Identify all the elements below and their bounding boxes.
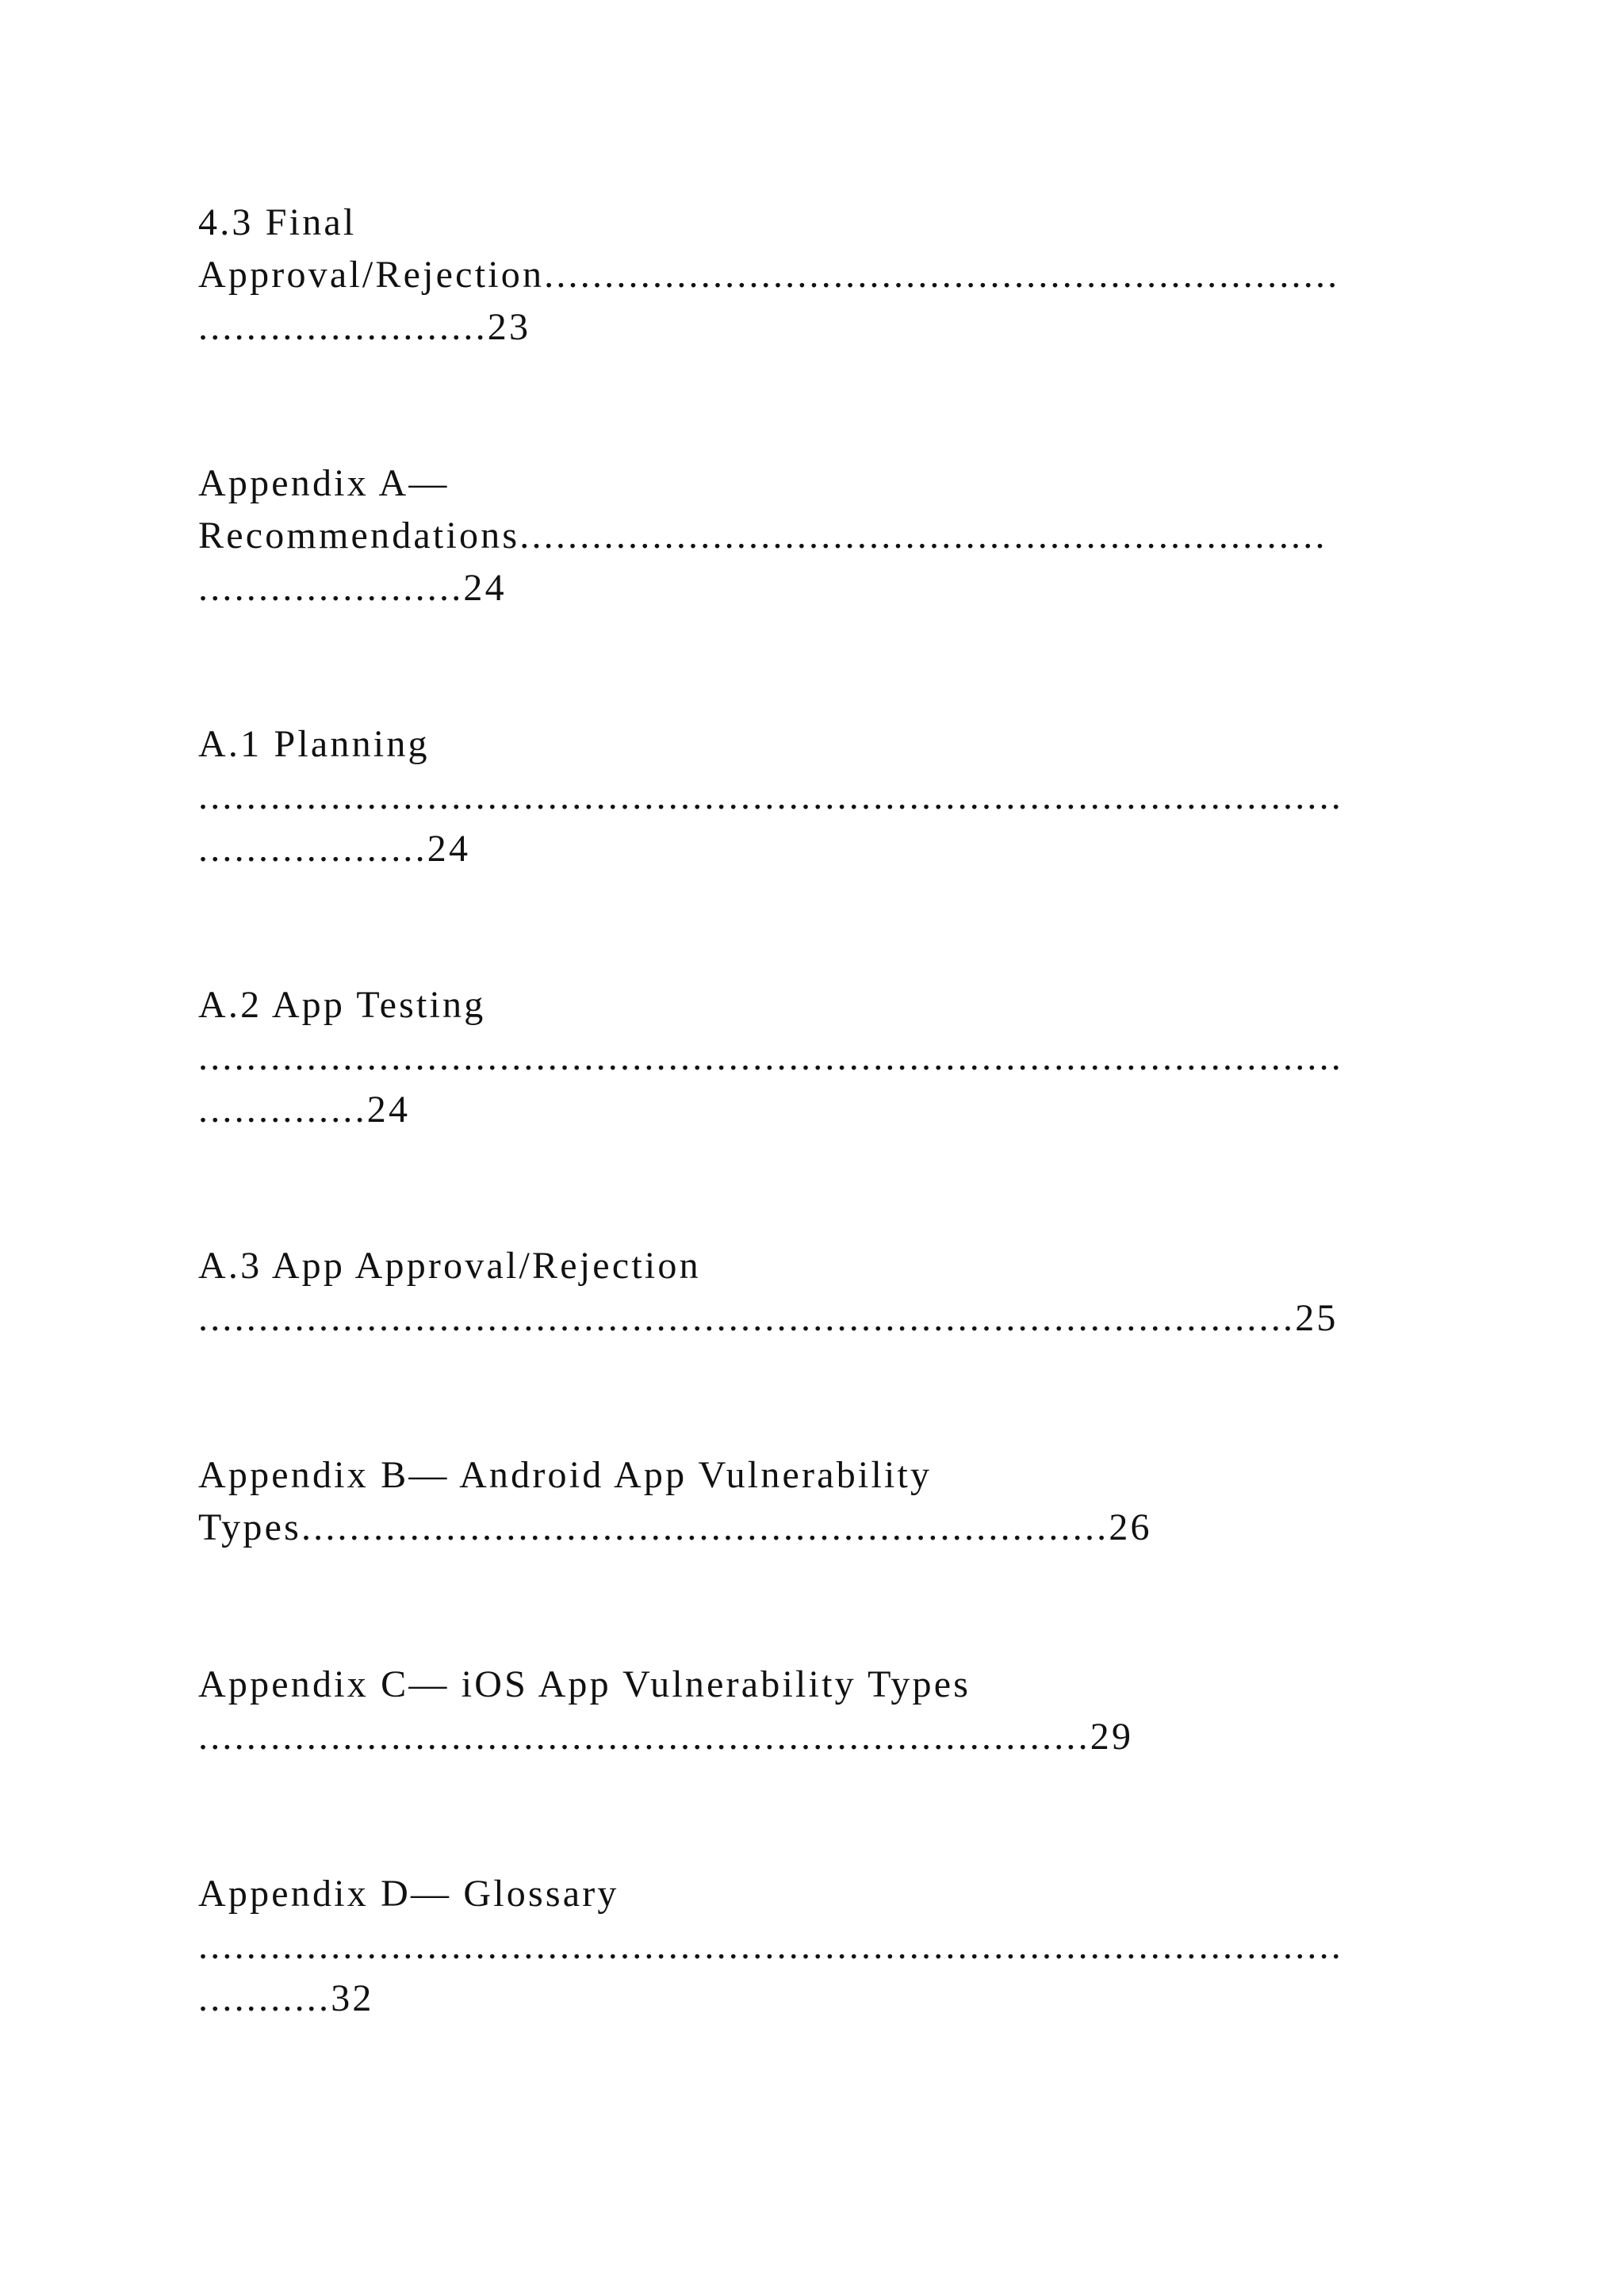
toc-entry-page-number: ........................23: [198, 306, 531, 348]
toc-entry-appendix-c: [198, 1659, 1435, 1763]
toc-entry-page-number: ...................24: [198, 828, 471, 870]
toc-entry-leader-page-number: Types...................................................................26: [198, 1506, 1152, 1548]
toc-entry-leader-page-number: ...........................................................................................25: [198, 1297, 1339, 1339]
toc-entry-title: A.3 App Approval/Rejection: [198, 1245, 701, 1287]
toc-entry-title: Appendix C— iOS App Vulnerability Types: [198, 1663, 971, 1705]
toc-entry-leader: ...............................................................................................: [198, 775, 1343, 817]
toc-entry-4-3-final-approval-rejection: [198, 197, 1435, 354]
toc-entry-leader-page-number: ..........................................................................29: [198, 1716, 1134, 1758]
toc-entry-title: Appendix B— Android App Vulnerability: [198, 1454, 933, 1496]
toc-entry-leader: Recommendations...................................................................: [198, 515, 1327, 557]
toc-entry-page-number: ......................24: [198, 567, 507, 609]
toc-entry-appendix-a: [198, 457, 1435, 614]
toc-entry-title: Appendix D— Glossary: [198, 1873, 619, 1915]
toc-entry-a3-app-approval-rejection: [198, 1240, 1435, 1345]
toc-entry-a1-planning: [198, 718, 1435, 875]
toc-entry-page-number: ...........32: [198, 1977, 374, 2019]
toc-entry-a2-app-testing: [198, 979, 1435, 1136]
toc-entry-leader: ...............................................................................................: [198, 1036, 1343, 1078]
toc-entry-leader: Approval/Rejection..................................................................: [198, 254, 1340, 296]
toc-entry-page-number: ..............24: [198, 1089, 411, 1131]
toc-entry-title: 4.3 Final: [198, 201, 357, 243]
toc-entry-leader: ...............................................................................................: [198, 1925, 1343, 1967]
toc-entry-appendix-d-glossary: [198, 1868, 1435, 2025]
toc-entry-title: A.2 App Testing: [198, 984, 486, 1026]
toc-entry-appendix-b: [198, 1449, 1435, 1554]
toc-entry-title: Appendix A—: [198, 462, 450, 504]
toc-entry-title: A.1 Planning: [198, 723, 430, 765]
